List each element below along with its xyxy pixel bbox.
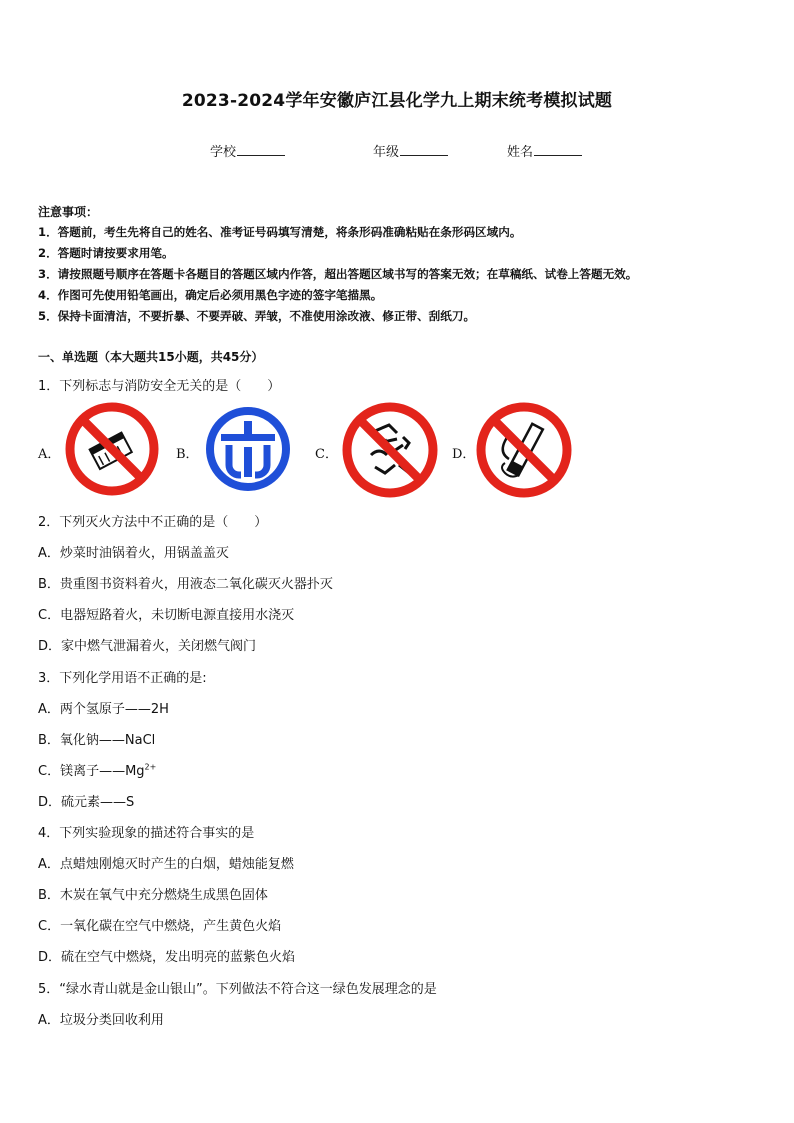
q4-option-a: A．点蜡烛刚熄灭时产生的白烟，蜡烛能复燃 <box>38 857 294 872</box>
water-saving-logo-icon <box>203 401 293 501</box>
school-blank <box>237 143 285 156</box>
q2-option-c: C．电器短路着火，未切断电源直接用水浇灭 <box>38 608 295 623</box>
no-fireworks-sign-icon <box>341 401 439 503</box>
name-field <box>507 141 582 160</box>
q4-option-c: C．一氧化碳在空气中燃烧，产生黄色火焰 <box>38 919 282 934</box>
notice-item: 3．请按照题号顺序在答题卡各题目的答题区域内作答，超出答题区域书写的答案无效；在草稿纸、试卷上答题无效。 <box>38 267 638 281</box>
no-smoking-sign-icon <box>475 401 573 503</box>
q1-option-c-label: C． <box>315 447 338 462</box>
grade-label: 年级 <box>373 145 400 160</box>
no-matches-sign-icon <box>64 401 160 501</box>
notice-item: 2．答题时请按要求用笔。 <box>38 246 174 260</box>
q2-option-d: D．家中燃气泄漏着火，关闭燃气阀门 <box>38 639 257 654</box>
notice-item: 4．作图可先使用铅笔画出，确定后必须用黑色字迹的签字笔描黑。 <box>38 288 383 302</box>
page-title: 2023-2024学年安徽庐江县化学九上期末统考模拟试题 <box>181 91 613 111</box>
notice-item: 5．保持卡面清洁，不要折暴、不要弄破、弄皱，不准使用涂改液、修正带、刮纸刀。 <box>38 309 476 323</box>
q3-option-c-text: C．镁离子——Mg <box>38 764 145 779</box>
q1-option-a-label: A． <box>38 447 61 462</box>
section-heading: 一、单选题（本大题共15小题，共45分） <box>38 350 264 364</box>
name-label: 姓名 <box>507 145 534 160</box>
q5-option-a: A．垃圾分类回收利用 <box>38 1013 164 1028</box>
grade-field <box>373 141 448 160</box>
q4-option-b: B．木炭在氧气中充分燃烧生成黑色固体 <box>38 888 268 903</box>
q2-option-b: B．贵重图书资料着火，用液态二氧化碳灭火器扑灭 <box>38 577 333 592</box>
school-label: 学校 <box>210 145 237 160</box>
q3-option-b: B．氧化钠——NaCl <box>38 733 156 748</box>
q3-option-d: D．硫元素——S <box>38 795 135 810</box>
q1-option-d-label: D． <box>452 447 476 462</box>
q3-option-a: A．两个氢原子——2H <box>38 702 169 717</box>
q3-option-c <box>38 760 156 779</box>
notice-heading: 注意事项： <box>38 205 99 219</box>
q4-option-d: D．硫在空气中燃烧，发出明亮的蓝紫色火焰 <box>38 950 296 965</box>
school-field <box>210 141 285 160</box>
question-5-stem: 5．“绿水青山就是金山银山”。下列做法不符合这一绿色发展理念的是 <box>38 982 437 997</box>
notice-item: 1．答题前，考生先将自己的姓名、准考证号码填写清楚，将条形码准确粘贴在条形码区域内。 <box>38 225 522 239</box>
grade-blank <box>400 143 448 156</box>
q3-option-c-charge: 2+ <box>144 762 157 772</box>
q1-option-b-label: B． <box>176 447 199 462</box>
question-1-stem: 1．下列标志与消防安全无关的是（ ） <box>38 379 281 394</box>
name-blank <box>534 143 582 156</box>
question-3-stem: 3．下列化学用语不正确的是: <box>38 671 207 686</box>
q2-option-a: A．炒菜时油锅着火，用锅盖盖灭 <box>38 546 229 561</box>
question-2-stem: 2．下列灭火方法中不正确的是（ ） <box>38 515 268 530</box>
question-4-stem: 4．下列实验现象的描述符合事实的是 <box>38 826 255 841</box>
